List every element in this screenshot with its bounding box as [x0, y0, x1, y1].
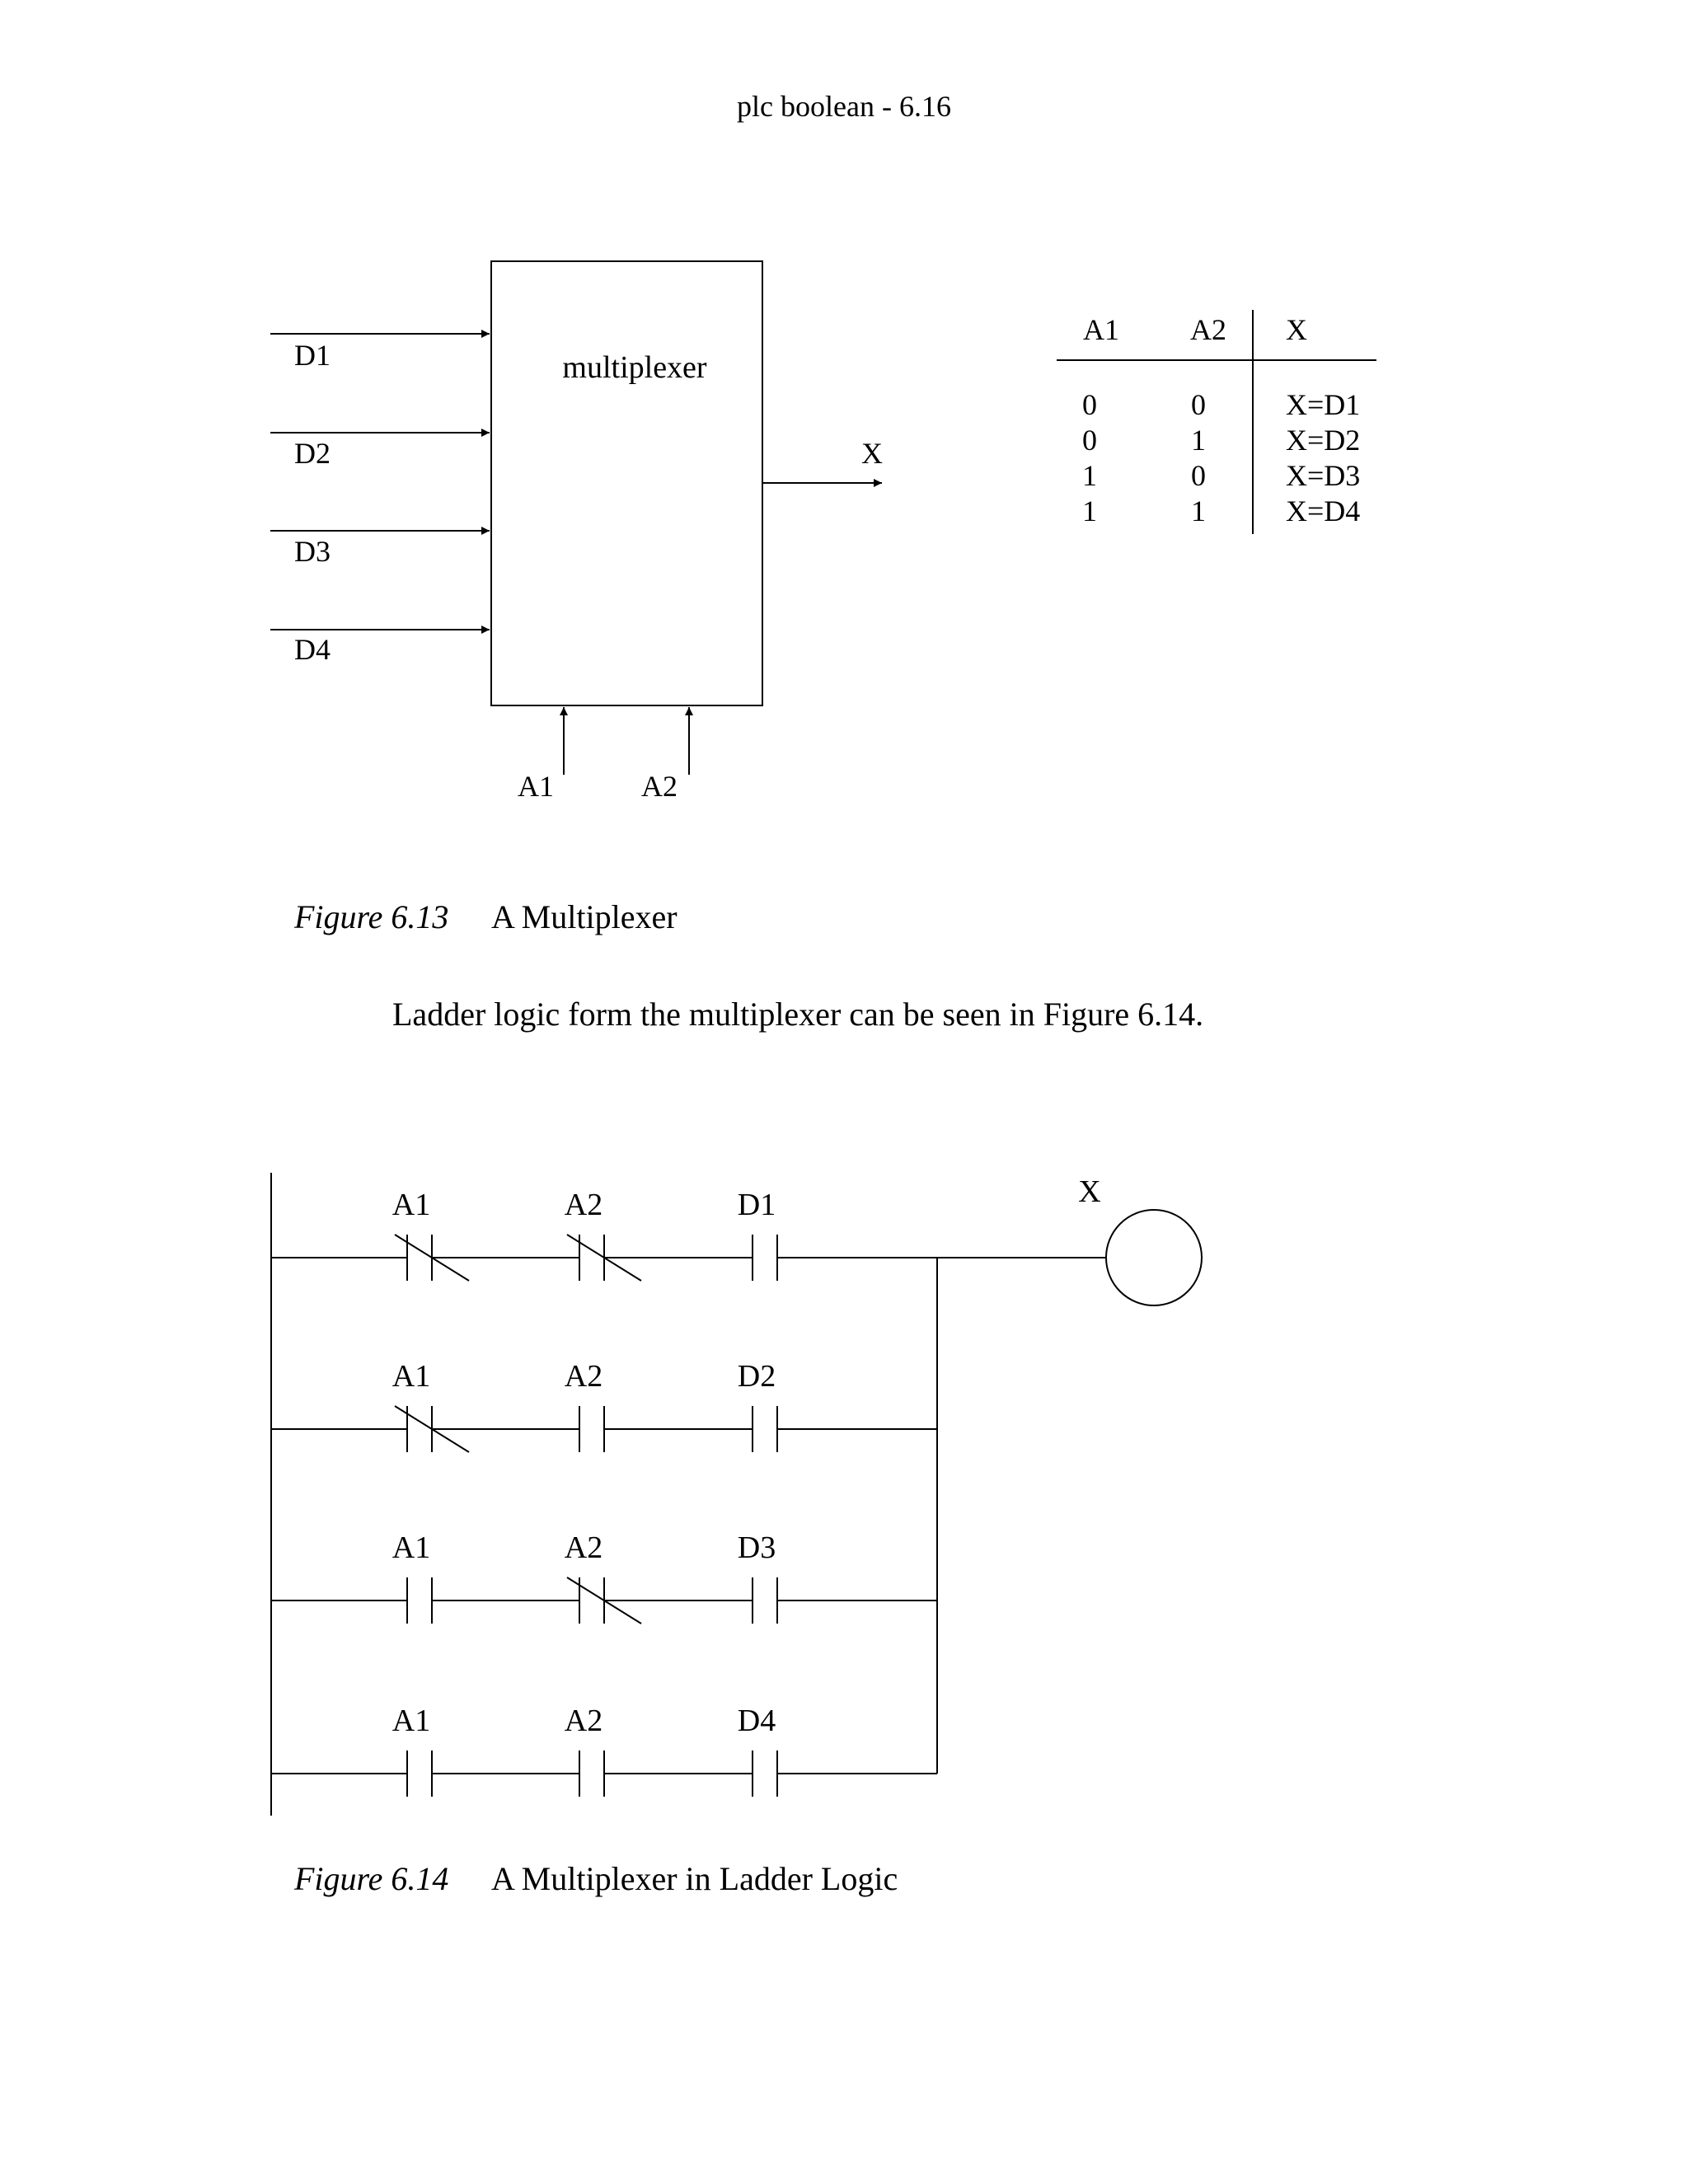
- contact-label-a1: A1: [392, 1359, 431, 1394]
- contact-label-d1: D1: [737, 1188, 776, 1222]
- input-label-d3: D3: [294, 535, 331, 568]
- figure-caption-6-13: [293, 898, 678, 935]
- contact-label-a1: A1: [392, 1188, 431, 1222]
- table-cell: 0: [1082, 424, 1097, 457]
- table-cell: 0: [1191, 459, 1206, 492]
- output-label-x: X: [861, 437, 883, 470]
- multiplexer-box: [491, 261, 762, 705]
- table-cell: 1: [1191, 494, 1206, 527]
- truth-table: [1057, 310, 1376, 534]
- table-header-a2: A2: [1190, 313, 1226, 346]
- table-cell: 1: [1082, 459, 1097, 492]
- table-header-x: X: [1286, 313, 1307, 346]
- multiplexer-label: multiplexer: [562, 350, 707, 385]
- figure-caption-6-14: [293, 1860, 898, 1897]
- contact-label-d3: D3: [737, 1530, 776, 1565]
- table-cell: 0: [1082, 388, 1097, 421]
- contact-label-d4: D4: [737, 1704, 776, 1738]
- table-header-a1: A1: [1083, 313, 1119, 346]
- contact-label-d2: D2: [737, 1359, 776, 1394]
- contact-label-a2: A2: [564, 1704, 603, 1738]
- select-label-a1: A1: [518, 770, 554, 803]
- table-cell: X=D2: [1286, 424, 1361, 457]
- ladder-diagram: [0, 1137, 1688, 1961]
- output-coil-label: X: [1078, 1174, 1101, 1209]
- table-cell: 1: [1082, 494, 1097, 527]
- table-cell: 1: [1191, 424, 1206, 457]
- contact-label-a1: A1: [392, 1530, 431, 1565]
- input-label-d2: D2: [294, 437, 331, 470]
- figure-title: A Multiplexer: [491, 898, 678, 935]
- table-cell: X=D3: [1286, 459, 1361, 492]
- contact-label-a1: A1: [392, 1704, 431, 1738]
- table-cell: X=D4: [1286, 494, 1361, 527]
- input-label-d4: D4: [294, 633, 331, 666]
- ladder-rungs: [271, 1188, 937, 1797]
- body-paragraph: Ladder logic form the multiplexer can be seen in Figure 6.14.: [392, 996, 1204, 1033]
- contact-label-a2: A2: [564, 1359, 603, 1394]
- output-coil: [1106, 1210, 1202, 1305]
- input-label-d1: D1: [294, 339, 331, 372]
- multiplexer-diagram: [0, 0, 1688, 1033]
- select-label-a2: A2: [641, 770, 678, 803]
- figure-number: Figure 6.13: [294, 898, 449, 935]
- table-cell: X=D1: [1286, 388, 1361, 421]
- table-cell: 0: [1191, 388, 1206, 421]
- contact-label-a2: A2: [564, 1530, 603, 1565]
- figure-title: A Multiplexer in Ladder Logic: [491, 1860, 898, 1897]
- contact-label-a2: A2: [564, 1188, 603, 1222]
- figure-number: Figure 6.14: [294, 1860, 449, 1897]
- page-header: plc boolean - 6.16: [737, 90, 951, 123]
